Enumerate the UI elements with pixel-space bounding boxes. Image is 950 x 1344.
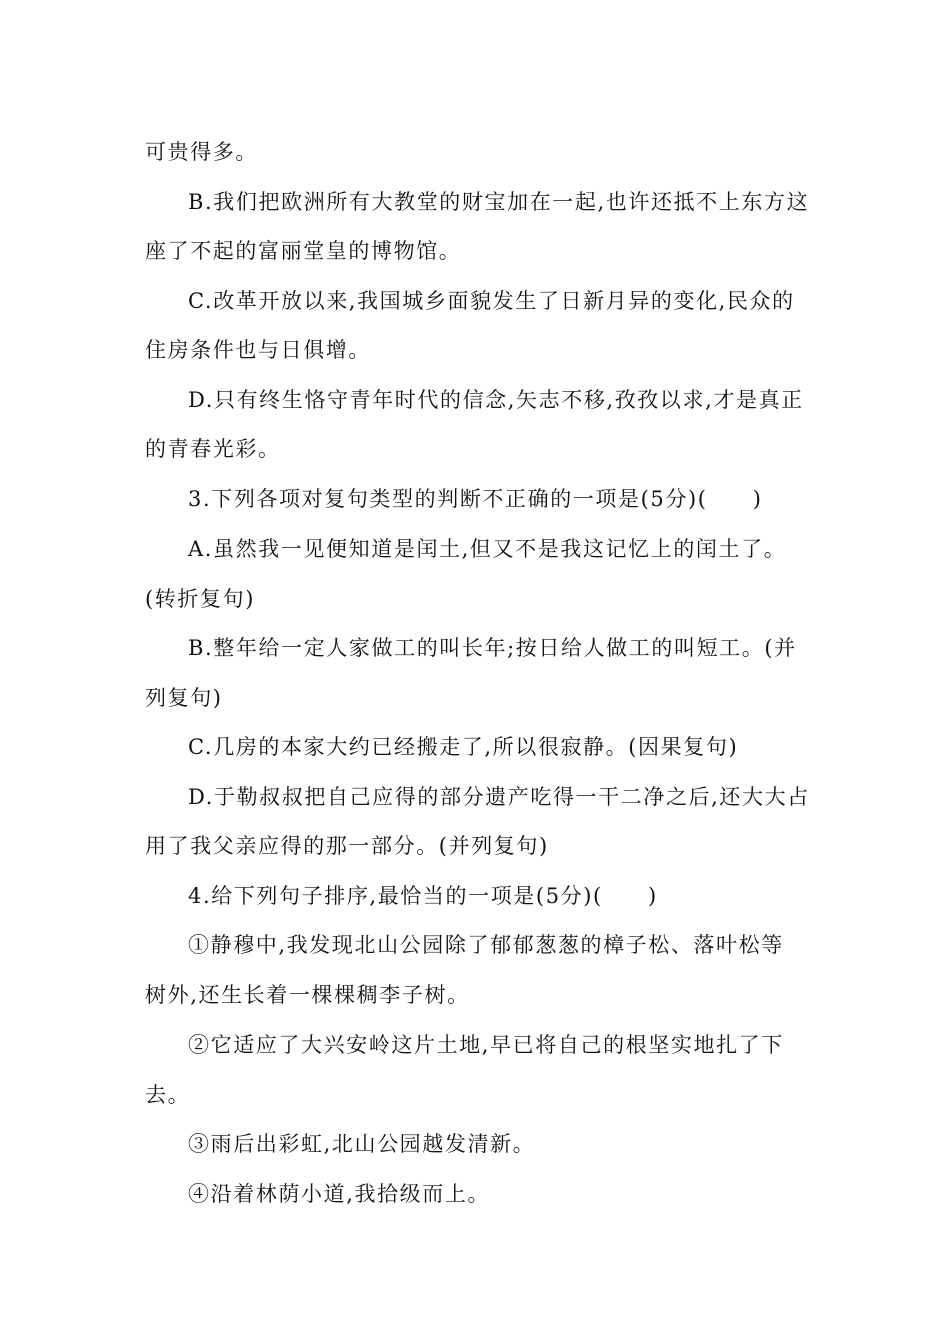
sentence-4: ④沿着林荫小道,我拾级而上。 xyxy=(188,1182,491,1206)
option-d-line-1: D.只有终生恪守青年时代的信念,矢志不移,孜孜以求,才是真正 xyxy=(188,388,804,412)
option-b-line-1: B.我们把欧洲所有大教堂的财宝加在一起,也许还抵不上东方这 xyxy=(188,190,810,214)
option-b-line-2: 座了不起的富丽堂皇的博物馆。 xyxy=(145,239,462,263)
sentence-1-line-1: ①静穆中,我发现北山公园除了郁郁葱葱的樟子松、落叶松等 xyxy=(188,933,784,957)
q3-option-c: C.几房的本家大约已经搬走了,所以很寂静。(因果复句) xyxy=(188,735,739,759)
q3-option-d-line-1: D.于勒叔叔把自己应得的部分遗产吃得一干二净之后,还大大占 xyxy=(188,785,810,809)
q3-option-d-line-2: 用了我父亲应得的那一部分。(并列复句) xyxy=(145,834,549,858)
q3-option-a-line-2: (转折复句) xyxy=(145,587,255,611)
text-line-continuation: 可贵得多。 xyxy=(145,140,258,164)
option-c-line-1: C.改革开放以来,我国城乡面貌发生了日新月异的变化,民众的 xyxy=(188,289,795,313)
q3-option-b-line-1: B.整年给一定人家做工的叫长年;按日给人做工的叫短工。(并 xyxy=(188,636,797,660)
sentence-3: ③雨后出彩虹,北山公园越发清新。 xyxy=(188,1132,536,1156)
question-4-stem: 4.给下列句子排序,最恰当的一项是(5分)( ) xyxy=(188,884,658,908)
sentence-1-line-2: 树外,还生长着一棵棵稠李子树。 xyxy=(145,983,470,1007)
sentence-2-line-2: 去。 xyxy=(145,1083,191,1107)
q3-option-a-line-1: A.虽然我一见便知道是闰土,但又不是我这记忆上的闰土了。 xyxy=(188,537,787,561)
option-d-line-2: 的青春光彩。 xyxy=(145,437,281,461)
option-c-line-2: 住房条件也与日俱增。 xyxy=(145,338,371,362)
q3-option-b-line-2: 列复句) xyxy=(145,686,223,710)
sentence-2-line-1: ②它适应了大兴安岭这片土地,早已将自己的根坚实地扎了下 xyxy=(188,1033,784,1057)
question-3-stem: 3.下列各项对复句类型的判断不正确的一项是(5分)( ) xyxy=(188,487,763,511)
